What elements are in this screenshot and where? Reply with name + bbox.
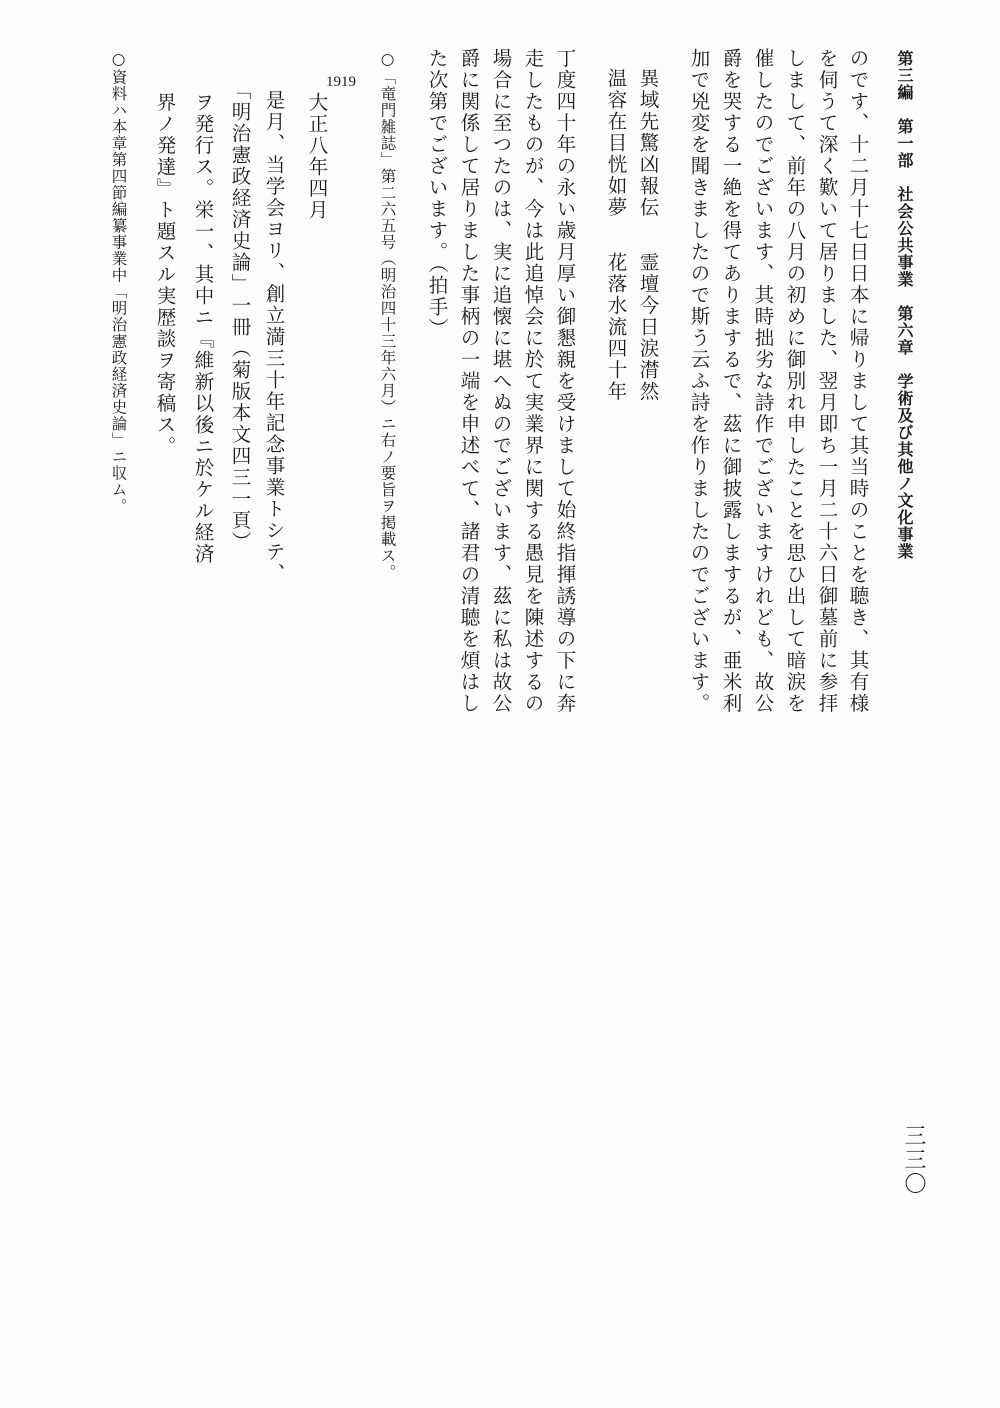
entry-line-4: 界ノ発達』ト題スル実歴談ヲ寄稿ス。	[153, 92, 177, 458]
speech-line-1: のです、十二月十七日日本に帰りまして其当時のことを聴き、其有様	[846, 48, 870, 715]
running-header: 第三編 第一部 社会公共事業 第六章 学術及び其他ノ文化事業	[895, 50, 914, 560]
source-note: ○「竜門雑誌」第二六五号（明治四十三年六月）ニ右ノ要旨ヲ掲載ス。	[378, 50, 397, 581]
speech-line-4: 催したのでございます、其時拙劣な詩作でございますけれども、故公	[751, 48, 775, 715]
speech-line-6: 加で兇変を聞きましたので斯う云ふ詩を作りましたのでございます。	[687, 48, 711, 715]
entry-line-3: ヲ発行ス。栄一、其中ニ『維新以後ニ於ケル経済	[191, 92, 215, 565]
year-western: 1919	[326, 74, 356, 90]
speech2-line-1: 丁度四十年の永い歳月厚い御懇親を受けまして始終指揮誘導の下に奔	[553, 48, 577, 715]
speech2-line-4: 爵に関係して居りました事柄の一端を申述べて、諸君の清聴を煩はし	[457, 48, 481, 715]
entry-line-1: 是月、当学会ヨリ、創立満三十年記念事業トシテ、	[262, 90, 286, 585]
speech2-line-2: 走したものが、今は此追悼会に於て実業界に関する愚見を陳述するの	[521, 48, 545, 715]
speech-line-5: 爵を哭する一絶を得てありまするで、茲に御披露しまするが、亜米利	[719, 48, 743, 715]
poem-line-2b: 花落水流四十年	[604, 252, 628, 403]
speech-line-3: しまして、前年の八月の初めに御別れ申したことを思ひ出して暗涙を	[783, 48, 807, 715]
entry-line-2: 「明治憲政経済史論」一冊（菊版本文四三一頁）	[228, 80, 252, 553]
poem-line-2a: 温容在目恍如夢	[604, 68, 628, 219]
poem-line-1a: 異域先驚凶報伝	[636, 68, 660, 219]
page-number: 三三〇	[901, 1124, 926, 1196]
entry-note: ○資料ハ本章第四節編纂事業中「明治憲政経済史論」ニ収ム。	[109, 50, 128, 515]
entry-date: 大正八年四月	[305, 92, 329, 221]
speech2-line-5: た次第でございます。（拍手）	[425, 48, 449, 340]
poem-line-1b: 霊壇今日涙潸然	[636, 252, 660, 403]
speech2-line-3: 場合に至つたのは、実に追懐に堪へぬのでございます、茲に私は故公	[489, 48, 513, 715]
speech-line-2: を伺うて深く歎いて居りました、翌月即ち一月二十六日御墓前に参拝	[815, 48, 839, 715]
